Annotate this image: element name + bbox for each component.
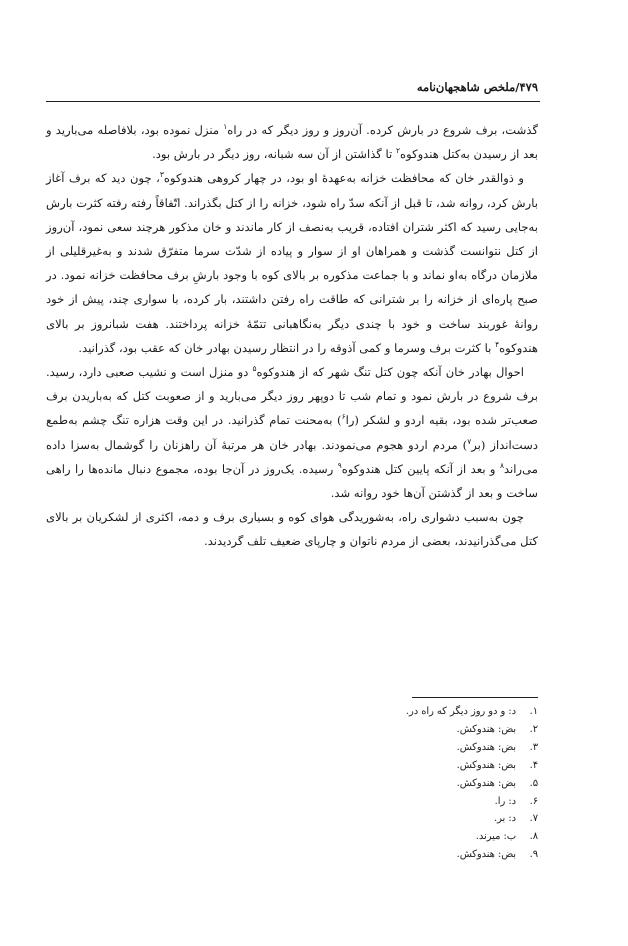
footnote-text: د: و دو روز دیگر که راه در. bbox=[405, 706, 516, 717]
footnote-text: د: را. bbox=[494, 795, 516, 807]
footnote-text: ب: میرند. bbox=[475, 831, 516, 843]
footnote-text: بض: هندوکش. bbox=[456, 741, 516, 753]
footnote-number: ۲. bbox=[529, 723, 538, 735]
body-paragraph: گذشت، برف شروع در بارش کرده. آن‌روز و روز دیگر که در راه$^۱$ منزل نموده بود، بلافاصله می‌بارید و بعد از رسیدن به‌کتل هندوکوه$^۲$ تا گذاشتن از آن سه شبانه، روز دیگر در بارش بود. bbox=[46, 122, 538, 162]
footnote bbox=[200, 739, 538, 757]
running-header bbox=[46, 80, 538, 102]
footnote-text: بض: هندوکش. bbox=[456, 759, 516, 771]
footnote bbox=[200, 757, 538, 775]
footnote bbox=[200, 721, 538, 739]
header-rule bbox=[46, 101, 540, 102]
footnote bbox=[200, 810, 538, 828]
footnote-number: ۱. bbox=[529, 706, 538, 717]
footnote-number: ۳. bbox=[529, 741, 538, 753]
footnote bbox=[200, 828, 538, 846]
body-text bbox=[46, 118, 538, 554]
footnote-number: ۹. bbox=[529, 849, 538, 861]
footnote bbox=[200, 846, 538, 864]
running-title: ۴۷۹/ملخص شاهجهان‌نامه bbox=[416, 80, 538, 94]
footnote-number: ۶. bbox=[529, 795, 538, 807]
footnote-number: ۸. bbox=[529, 831, 538, 843]
body-paragraph: و ذوالقدر خان که محافظت خزانه به‌عهدهٔ او بود، در چهار کروهی هندوکوه$^۳$، چون دید که برف آغاز بارش کرد، روانه شد، تا قبل از آنکه سدّ راه شود، خزانه را از کتل بگذراند. اتّفاقاً رفته رفته کثرت بارش به‌جایی رسید که اکثر شتران افتاده، قریب به‌نصف از کار ماندند و خان مذکور هرچند سعی نمود، آن‌روز از کتل نتوانست گذشت و همراهان او از سوار و پیاده از شدّت سرما متفرّق شدند و به‌غیرقلیلی از ملازمان درگاه به‌او نماند و با جماعت مذکوره بر بالای کوه با وجود بارشِ برف محافظت خزانه نمود. در صبح پاره‌ای از خزانه را بر شترانی که طاقت راه رفتن داشتند، بار کرده، با سواری چند، پیش از خود روانهٔ غوربند ساخت و خود با چندی دیگر به‌نگاهبانی تتمّهٔ خزانه پرداختند. هفت شبانروز بر بالای هندوکوه$^۴$ با کثرت برف وسرما و کمی آذوقه را در انتظار رسیدن بهادر خان که عقب بود، گذرانید. bbox=[46, 170, 538, 355]
footnote-text: د: بر. bbox=[493, 813, 516, 825]
footnote-rule bbox=[412, 697, 538, 698]
footnote-text: بض: هندوکش. bbox=[456, 849, 516, 861]
footnote-number: ۷. bbox=[529, 813, 538, 825]
footnote-text: بض: هندوکش. bbox=[456, 777, 516, 789]
footnote-number: ۴. bbox=[529, 759, 538, 771]
body-paragraph: احوال بهادر خان آنکه چون کتل تنگ شهر که از هندوکوه$^۵$ دو منزل است و نشیب صعبی دارد، رسید. برف شروع در بارش نمود و تمام شب تا دوپهر روز دیگر می‌بارید و از صعوبت کتل که به‌باریدن برف صعب‌تر شده بود، بقیه اردو و لشکر (را$^۶$) به‌محنت تمام گذرانید. در این وقت هزاره تنگ چشم به‌طمع دست‌انداز (بر$^۷$) مردم اردو هجوم می‌نمودند. بهادر خان هر مرتبهٔ آن راهزنان را گوشمال به‌سزا داده می‌راند$^۸$ و بعد از آنکه پایین کتل هندوکوه$^۹$ رسیده. یک‌روز در آن‌جا بوده، مجموع دنبال مانده‌ها را راهی ساخت و بعد از گذشتن آن‌ها خود روانه شد. bbox=[46, 364, 538, 501]
footnote bbox=[200, 703, 538, 721]
footnote bbox=[200, 793, 538, 811]
footnote-text: بض: هندوکش. bbox=[456, 723, 516, 735]
footnotes bbox=[200, 703, 538, 864]
body-paragraph: چون به‌سبب دشواری راه، به‌شوریدگی هوای کوه و بسیاری برف و دمه، اکثری از لشکریان بر بالای کتل می‌گذرانیدند، بعضی از مردم ناتوان و چارپای ضعیف تلف گردیدند. bbox=[46, 510, 538, 549]
footnote bbox=[200, 775, 538, 793]
footnote-number: ۵. bbox=[529, 777, 538, 789]
